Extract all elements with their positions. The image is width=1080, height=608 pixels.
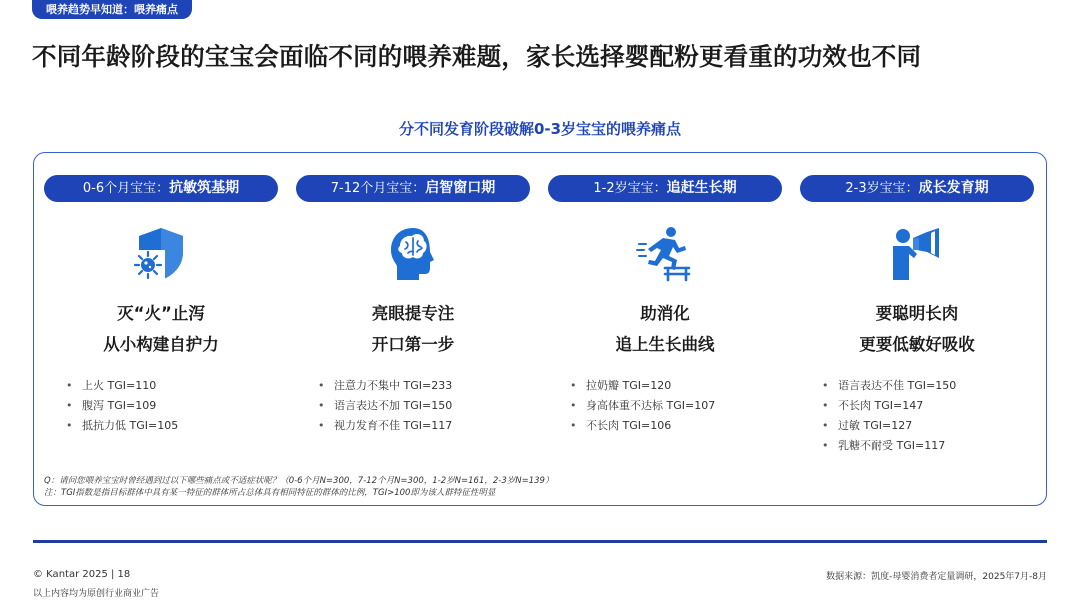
- stage-age-label: 1-2岁宝宝：: [593, 181, 667, 196]
- stage-title-line1: 灭“火”止泻: [117, 304, 205, 323]
- data-source: 数据来源：凯度-母婴消费者定量调研，2025年7月-8月: [826, 572, 1047, 582]
- footer-divider: [33, 540, 1047, 543]
- stage-column: [800, 175, 1034, 456]
- stage-name: 成长发育期: [918, 180, 989, 196]
- survey-notes: [44, 475, 553, 499]
- stage-pill: [800, 175, 1034, 202]
- section-subtitle: 分不同发育阶段破解0-3岁宝宝的喂养痛点: [398, 120, 682, 138]
- stage-column: [296, 175, 530, 436]
- painpoint-item: • 语言表达不佳 TGI=150: [822, 376, 1034, 396]
- footer-disclaimer: 以上内容均为原创行业商业广告: [33, 589, 160, 599]
- hurdle-runner-icon: [634, 224, 696, 284]
- painpoint-item: • 腹泻 TGI=109: [66, 396, 278, 416]
- stage-pill: [548, 175, 782, 202]
- section-tag: 喂养趋势早知道：喂养痛点: [32, 0, 192, 19]
- stage-title-line1: 亮眼提专注: [371, 304, 455, 323]
- painpoint-item: • 不长肉 TGI=147: [822, 396, 1034, 416]
- brain-head-icon: [382, 224, 444, 284]
- tgi-note: 注：TGI指数是指目标群体中具有某一特征的群体所占总体具有相同特征的群体的比例，TGI>100即为该人群特征性明显: [44, 488, 496, 498]
- painpoint-item: • 过敏 TGI=127: [822, 416, 1034, 436]
- survey-question: Q：请问您喂养宝宝时曾经遇到过以下哪些痛点或不适症状呢？（0-6个月N=300，7-12个月N=300，1-2岁N=161，2-3岁N=139）: [44, 476, 554, 486]
- painpoint-item: • 上火 TGI=110: [66, 376, 278, 396]
- stage-pill: [296, 175, 530, 202]
- stage-name: 追赶生长期: [666, 180, 737, 196]
- painpoint-list: [548, 376, 782, 436]
- stage-age-label: 0-6个月宝宝：: [82, 181, 170, 196]
- painpoint-list: [800, 376, 1034, 456]
- stage-column: [44, 175, 278, 436]
- painpoint-item: • 注意力不集中 TGI=233: [318, 376, 530, 396]
- stage-pill: [44, 175, 278, 202]
- painpoint-item: • 不长肉 TGI=106: [570, 416, 782, 436]
- stage-title-line2: 更要低敏好吸收: [859, 335, 975, 354]
- stage-title-line2: 从小构建自护力: [103, 335, 219, 354]
- painpoint-item: • 抵抗力低 TGI=105: [66, 416, 278, 436]
- stage-title-line2: 追上生长曲线: [615, 335, 715, 354]
- painpoint-item: • 乳糖不耐受 TGI=117: [822, 436, 1034, 456]
- stage-age-label: 2-3岁宝宝：: [845, 181, 919, 196]
- stage-age-label: 7-12个月宝宝：: [330, 181, 426, 196]
- stage-title-line1: 要聪明长肉: [875, 304, 959, 323]
- shield-virus-icon: [130, 224, 192, 284]
- stage-name: 启智窗口期: [425, 180, 496, 196]
- stages-panel: [33, 152, 1047, 506]
- copyright: © Kantar 2025 | 18: [33, 569, 131, 580]
- painpoint-list: [296, 376, 530, 436]
- page-title: 不同年龄阶段的宝宝会面临不同的喂养难题，家长选择婴配粉更看重的功效也不同: [32, 42, 922, 71]
- painpoint-item: • 身高体重不达标 TGI=107: [570, 396, 782, 416]
- stage-name: 抗敏筑基期: [169, 180, 240, 196]
- stage-title-line2: 开口第一步: [371, 335, 455, 354]
- painpoint-item: • 视力发育不佳 TGI=117: [318, 416, 530, 436]
- painpoint-list: [44, 376, 278, 436]
- painpoint-item: • 拉奶瓣 TGI=120: [570, 376, 782, 396]
- stage-title-line1: 助消化: [640, 304, 690, 323]
- painpoint-item: • 语言表达不加 TGI=150: [318, 396, 530, 416]
- stage-column: [548, 175, 782, 436]
- megaphone-person-icon: [886, 224, 948, 284]
